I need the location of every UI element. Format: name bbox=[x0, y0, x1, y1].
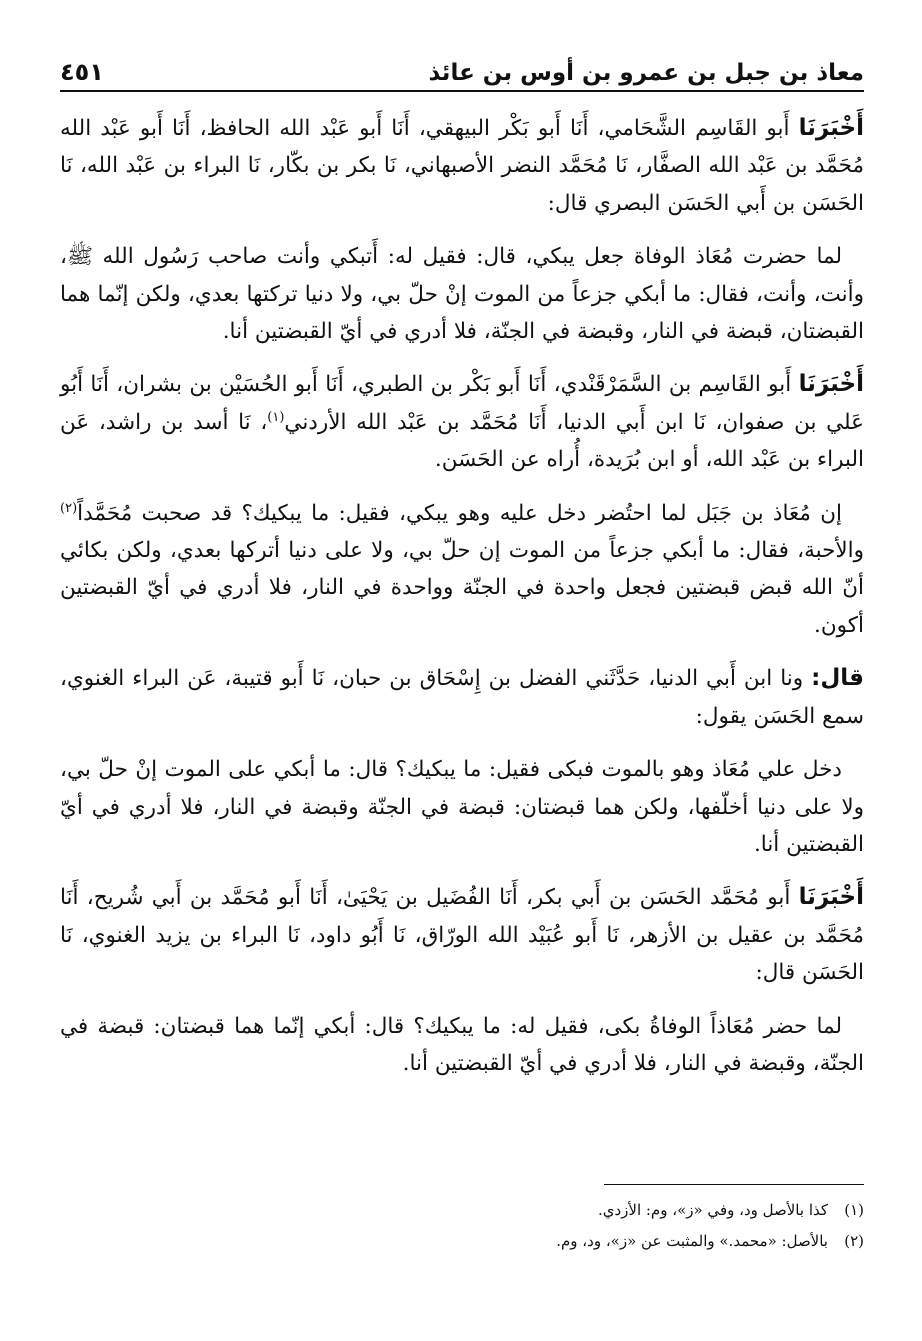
isnad-paragraph bbox=[60, 879, 864, 991]
matn-paragraph bbox=[60, 238, 864, 350]
footnote-divider bbox=[604, 1184, 864, 1185]
footnote bbox=[60, 1195, 864, 1226]
paragraph-text: ونا ابن أَبي الدنيا، حَدَّثَني الفضل بن إِسْحَاق بن حبان، نَا أَبو قتيبة، عَن البراء الغنوي، سمع الحَسَن يقول: bbox=[60, 666, 864, 729]
footnotes bbox=[60, 1184, 864, 1257]
running-title: معاذ بن جبل بن عمرو بن أوس بن عائذ bbox=[428, 60, 864, 86]
footnote-list bbox=[60, 1195, 864, 1257]
footnote bbox=[60, 1226, 864, 1257]
matn-paragraph bbox=[60, 495, 864, 645]
lead-word: أَخْبَرَنَا bbox=[798, 371, 864, 398]
footnote-ref: (١) bbox=[267, 409, 285, 425]
paragraph-text: أَبو مُحَمَّد الحَسَن بن أَبي بكر، أَنَا الفُضَيل بن يَحْيَىٰ، أَنَا أَبو مُحَمَّد بن أَبي شُريح، أَنَا مُحَمَّد بن عقيل بن الأزهر، نَا أَبو عُبَيْد الله الورّاق، نَا أَبُو داود، نَا البراء بن يزيد الغنوي، نَا الحَسَن قال: bbox=[60, 885, 864, 986]
lead-word: قال: bbox=[811, 665, 864, 692]
page-number: ٤٥١ bbox=[60, 58, 104, 86]
paragraph-text: ، نَا أسد بن راشد، عَن البراء بن عَبْد الله، أو ابن بُرَيدة، أُراه عن الحَسَن. bbox=[60, 409, 864, 473]
matn-paragraph bbox=[60, 751, 864, 863]
paragraph-text: إن مُعَاذ بن جَبَل لما احتُضر دخل عليه وهو يبكي، فقيل: ما يبكيك؟ قد صحبت مُحَمَّداً bbox=[77, 500, 842, 526]
running-head bbox=[60, 46, 864, 92]
isnad-paragraph bbox=[60, 660, 864, 735]
footnote-number: (١) bbox=[844, 1201, 864, 1219]
book-page bbox=[60, 46, 864, 1098]
lead-word: أَخْبَرَنَا bbox=[798, 884, 864, 911]
isnad-paragraph bbox=[60, 110, 864, 222]
paragraph-text: دخل علي مُعَاذ وهو بالموت فبكى فقيل: ما يبكيك؟ قال: ما أبكي على الموت إنْ حلّ بي، ولا على دنيا أخلّفها، ولكن هما قبضتان: قبضة في الجنّة وقبضة في النار، فلا أدري في أيّ القبضتين أنا. bbox=[60, 757, 864, 857]
paragraph-text: لما حضر مُعَاذاً الوفاةُ بكى، فقيل له: ما يبكيك؟ قال: أبكي إنّما هما قبضتان: قبضة في الجنّة، وقبضة في النار، فلا أدري في أيّ القبضتين أنا. bbox=[60, 1013, 864, 1076]
paragraph-text: أَبو القَاسِم بن السَّمَرْقَنْدي، أَنَا أَبو بَكْر بن الطبري، أَنَا أَبو الحُسَيْن بن بشران، أَنَا أَبُو عَلي بن صفوان، نَا ابن أَبي الدنيا، أَنَا مُحَمَّد بن عَبْد الله الأردني bbox=[60, 372, 864, 435]
footnote-ref: (٢) bbox=[60, 500, 78, 516]
paragraph-text: أَبو القَاسِم الشَّحَامي، أَنَا أَبو بَكْر البيهقي، أَنَا أَبو عَبْد الله الحافظ، أَنَا أَبو عَبْد الله مُحَمَّد بن عَبْد الله الصفَّار، نَا مُحَمَّد النضر الأصبهاني، نَا بكر بن بكّار، نَا البراء بن عَبْد الله، نَا الحَسَن بن أَبي الحَسَن البصري قال: bbox=[60, 116, 864, 216]
page-body bbox=[60, 110, 864, 1082]
footnote-text: كذا بالأصل ود، وفي «ز»، وم: الأزدي. bbox=[597, 1201, 828, 1219]
footnote-number: (٢) bbox=[844, 1232, 864, 1250]
footnote-text: بالأصل: «محمد.» والمثبت عن «ز»، ود، وم. bbox=[556, 1232, 828, 1250]
paragraph-text: والأحبة، فقال: ما أبكي جزعاً من الموت إن حلّ بي، ولا على دنيا أتركها بعدي، ولكن بكائي أنّ الله قبض قبضتين فجعل واحدة في الجنّة وواحدة في النار، فلا أدري في أيّ القبضتين أكون. bbox=[60, 538, 864, 638]
isnad-paragraph bbox=[60, 366, 864, 478]
paragraph-text: لما حضرت مُعَاذ الوفاة جعل يبكي، قال: فقيل له: أَتبكي وأنت صاحب رَسُول الله ﷺ، وأنت، وأنت، فقال: ما أبكي جزعاً من الموت إنْ حلّ بي، ولا دنيا تركتها بعدي، ولكن إنّما هما القبضتان، قبضة في النار، وقبضة في الجنّة، فلا أدري في أيّ القبضتين أنا. bbox=[60, 244, 864, 345]
matn-paragraph bbox=[60, 1008, 864, 1083]
lead-word: أَخْبَرَنَا bbox=[798, 115, 864, 141]
